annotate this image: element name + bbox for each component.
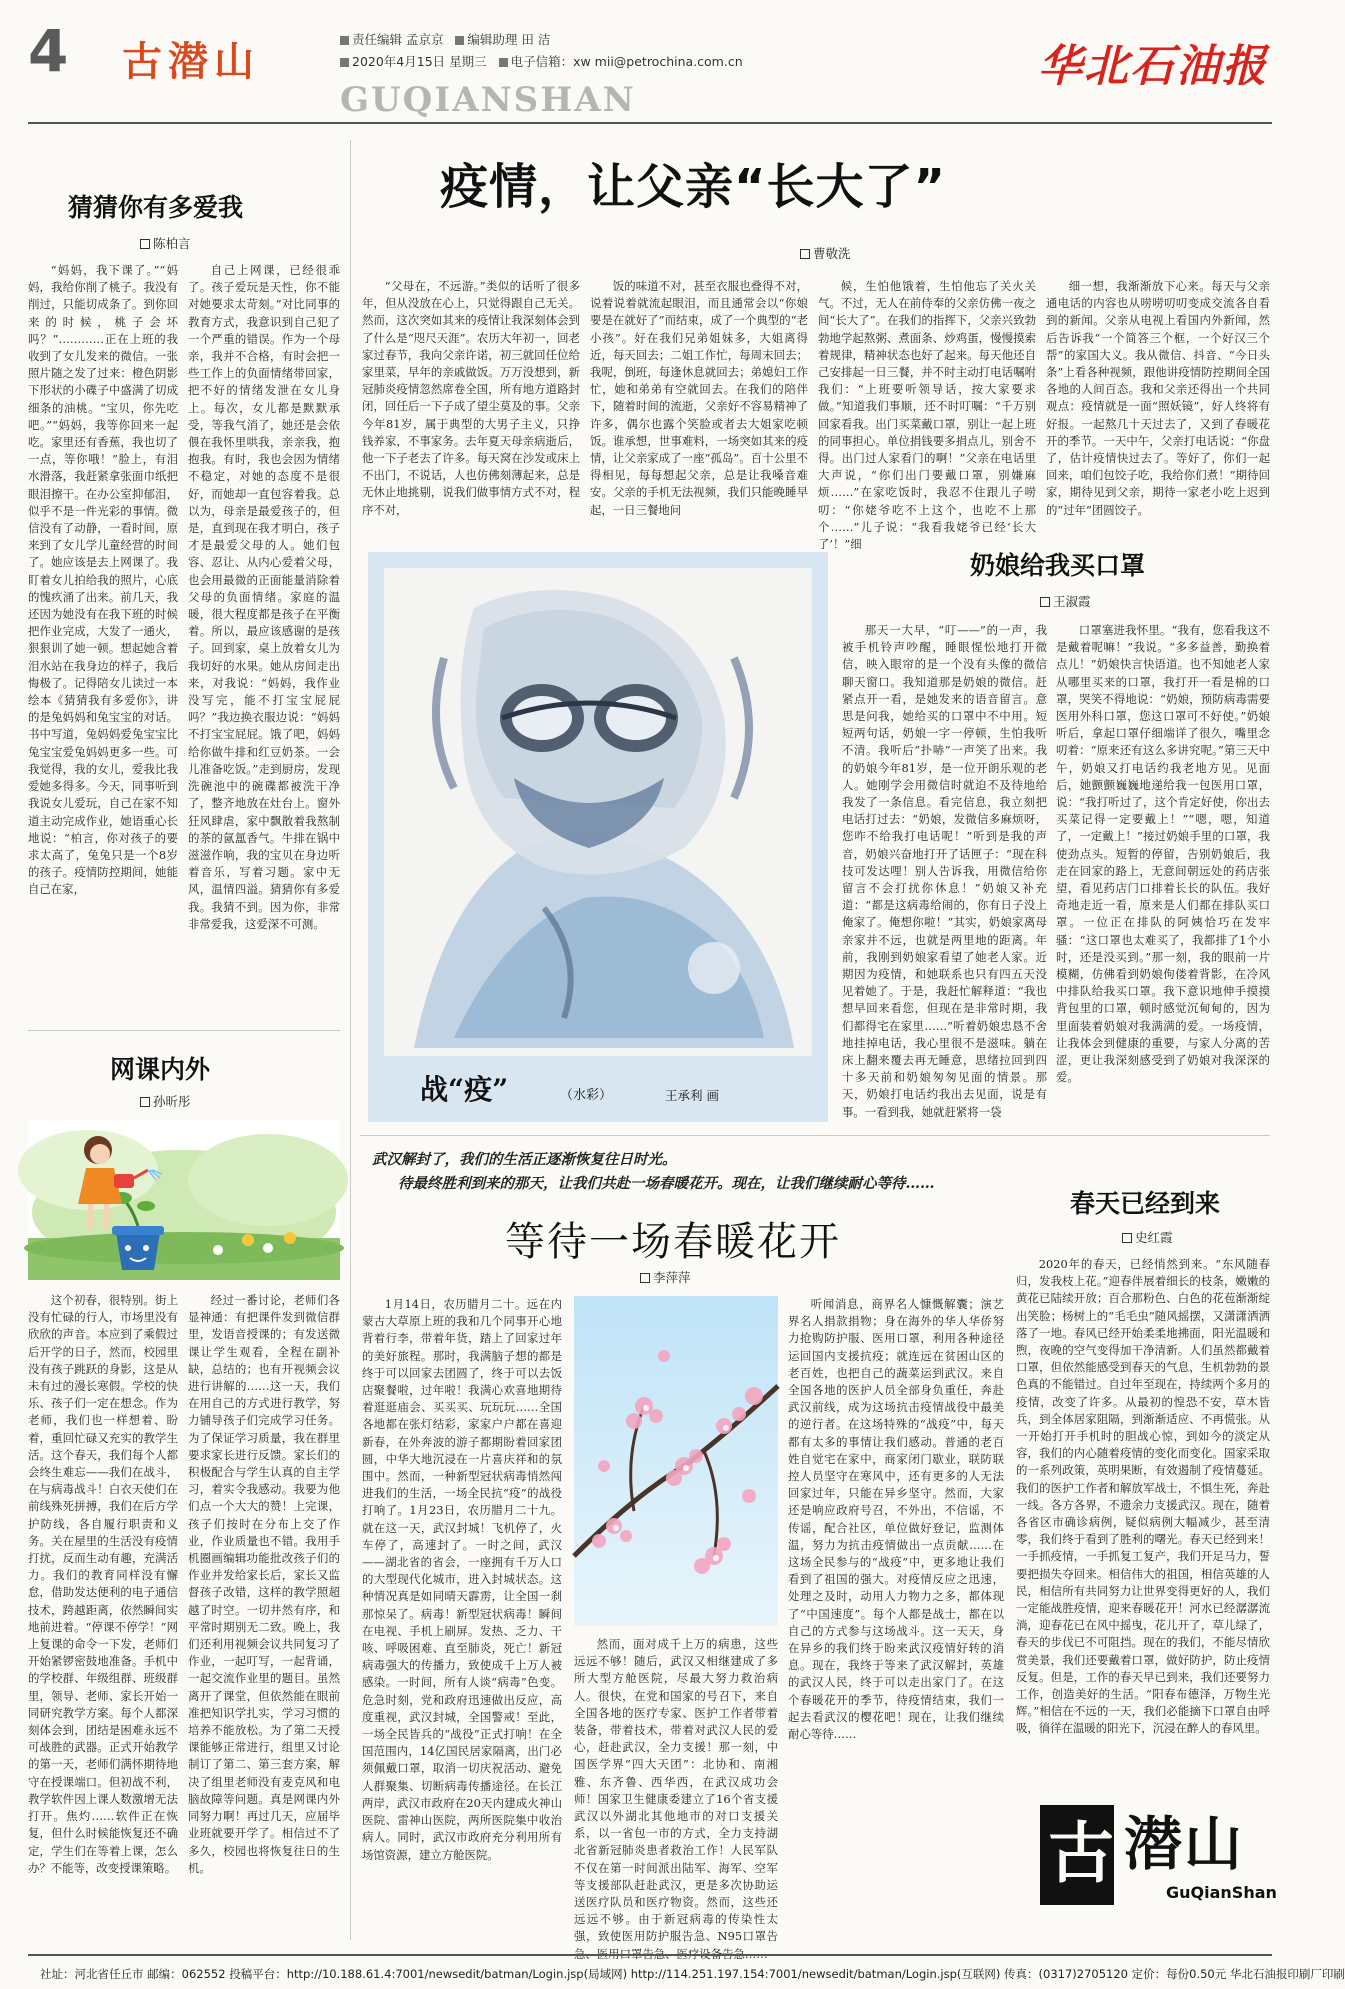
header-editor-line <box>340 30 550 48</box>
article-body-spring-flower-col3: 听闻消息，商界名人慷慨解囊；演艺界名人捐款捐物；身在海外的华人华侨努力抢购防护服、医用口罩，利用各种途径运回国内支援抗疫；就连远在贫困山区的老百姓，也把自己的蔬菜运到武汉。来自全国各地的医护人员全部身负重任，奔赴武汉前线，成为这场抗击疫情战役中最美的逆行者。在这场特殊的“战疫”中，每天都有太多的事情让我们感动。普通的老百姓自觉宅在家中，商家闭门歇业，联防联控人员坚守在寒风中，还有更多的人无法回家过年，只能在异乡坚守。然而，大家还是响应政府号召，不外出，不信谣，不传谣，配合社区，单位做好登记，监测体温，努力为抗击疫情做出一点贡献……在这场全民参与的“战疫”中，更多地让我们看到了祖国的强大。对疫情反应之迅速，处理之及时，动用人力物力之多，都体现了“中国速度”。每个人都是战士，都在以自己的方式参与这场战斗。这一天天，身在异乡的我们终于盼来武汉疫情好转的消息。现在，我终于等来了武汉解封，英雄的武汉人民，终于可以走出家门了。在这个春暖花开的季节，待疫情结束，我们一起去看武汉的樱花吧！现在，让我们继续耐心等待…… <box>788 1297 1004 1742</box>
author-father: 曹敬洗 <box>813 246 851 261</box>
logo-pinyin: GuQianShan <box>1166 1883 1277 1902</box>
newspaper-logo: 华北石油报 <box>1038 41 1268 92</box>
byline-box-icon <box>640 1273 650 1283</box>
painting-medium: （水彩） <box>560 1088 613 1103</box>
slogan-line-2: 待最终胜利到来的那天，让我们共赴一场春暖花开。现在，让我们继续耐心等待…… <box>398 1175 935 1192</box>
byline-mask <box>1040 592 1091 610</box>
editor: 责任编辑 孟京京 <box>352 32 444 47</box>
byline-father <box>800 244 851 262</box>
section-logo <box>1040 1805 1275 1910</box>
byline-spring-flower <box>640 1268 691 1286</box>
square-bullet-icon <box>340 36 349 45</box>
article-title-guess: 猜猜你有多爱我 <box>68 193 244 222</box>
article-title-spring-flower: 等待一场春暖花开 <box>505 1219 841 1265</box>
article-title-spring: 春天已经到来 <box>1070 1189 1221 1218</box>
article-body-spring-flower-col1: 1月14日，农历腊月二十。远在内蒙古大草原上班的我和几个同事开心地背着行李，带着年货，踏上了回家过年的美好旅程。那时，我满脑子想的都是终于可以回家去团圆了，终于可以去饭店聚餐啦，过年啦！我满心欢喜地期待着逛逛庙会、买买买、玩玩玩……全国各地都在张灯结彩，家家户户都在喜迎新春，在外奔波的游子都期盼着回家团圆，中华大地沉浸在一片喜庆祥和的氛围中。然而，一种新型冠状病毒悄然闯进我们的生活，一场全民抗“疫”的战役打响了。1月23日，农历腊月二十九。就在这一天，武汉封城！飞机停了，火车停了，高速封了。一时之间，武汉——湖北省的省会，一座拥有千万人口的大型现代化城市，进入封城状态。这种情况真是如同晴天霹雳，让全国一刹那惊呆了。病毒！新型冠状病毒！瞬间在电视、手机上刷屏。发热、乏力、干咳、呼吸困难、直至肺炎，死亡！新冠病毒强大的传播力，致使成千上万人被感染。一时间，所有人谈“病毒”色变。危急时刻，党和政府迅速做出反应，高度重视，武汉封城，全国警戒！至此，一场全民皆兵的“战役”正式打响！在全国范围内，14亿国民居家隔离，出门必须佩戴口罩，取消一切庆祝活动、避免人群聚集、切断病毒传播途径。在长江两岸，武汉市政府在20天内建成火神山医院、雷神山医院，两所医院集中收治病人。同时，武汉市政府充分利用所有场馆资源，建立方舱医院。 <box>362 1297 562 1862</box>
byline-online-class <box>140 1092 191 1110</box>
article-body-mask-col1: 那天一大早，“叮——”的一声，我被手机铃声吵醒，睡眼惺忪地打开微信，映入眼帘的是一个没有头像的微信聊天窗口。我知道那是奶娘的微信。赶紧点开一看，是她发来的语音留言。意思是问我，她给买的口罩中不中用。短短两句话，奶娘一字一停顿，生怕我听不清。我听后“扑哧”一声笑了出来。我的奶娘今年81岁，是一位开朗乐观的老人。她刚学会用微信时就迫不及待地给我发了一条信息。看完信息，我立刻把电话打过去：“奶娘，发微信多麻烦呀，您咋不给我打电话呢！”听到是我的声音，奶娘兴奋地打开了话匣子：“现在科技可发达哩！别人告诉我，用微信给你留言不会打扰你休息！”奶娘又补充道：“都是这病毒给闹的，你有日子没上俺家了。俺想你啦！”其实，奶娘家离母亲家并不远，也就是两里地的距离。年前，我刚到奶娘家看望了她老人家。近期因为疫情，和她联系也只有四五天没见着她了。于是，我赶忙解释道：“我也想早回来看您，但现在是非常时期，我们都得宅在家里……”听着奶娘忠恳不舍地挂掉电话，我心里很不是滋味。躺在床上翻来覆去再无睡意，思绪拉回到四十多天前和奶娘匆匆见面的情景。那天，奶娘打电话约我出去见面，说是有事。一看到我，她就赶紧将一袋 <box>842 623 1047 1119</box>
article-body-guess-col2: 自己上网课，已经很乖了。孩子爱玩是天性，你不能对她要求太苛刻。”对比同事的教育方式，我意识到自己犯了一个严重的错误。作为一个母亲，我并不合格，有时会把一些工作上的负面情绪带回家，把不好的情绪发泄在女儿身上。每次，女儿都是默默承受，等我气消了，她还是会依偎在我怀里哄我，亲亲我，抱抱我。有时，我也会因为情绪不稳定，对她的态度不是很好，而她却一直包容着我。总以为，母亲是最爱孩子的，但是，直到现在我才明白，孩子才是最爱父母的人。她们包容、忍让、从内心爱着父母，也会用最微的正面能量消除着父母的负面情绪。家庭的温暖，很大程度都是孩子在平衡着。所以，最应该感谢的是孩子。回到家，桌上放着女儿为我切好的水果。她从房间走出来，对我说：“妈妈，我作业没写完，能不打宝宝屁屁吗？”我边换衣服边说：“妈妈不打宝宝屁屁。饿了吧，妈妈给你做牛排和红豆奶茶。一会儿准备吃饭。”走到厨房，发现洗碗池中的碗碟都被洗干净了，整齐地放在灶台上。窗外狂风肆虐，家中飘散着我熬制的茶的氤氲香气。牛排在锅中滋滋作响，我的宝贝在身边听着音乐，写着习题。家中无风，温情四溢。猜猜你有多爱我。我猜不到。因为你，非常非常爱我，这爱深不可测。 <box>188 263 340 931</box>
painting-title: 战“疫” <box>420 1073 509 1106</box>
article-body-mask-col2: 口罩塞进我怀里。“我有，您看我这不是戴着呢嘛！”我说。“多多益善，勤换着点儿！”奶娘快言快语道。也不知她老人家从哪里买来的口罩，我打开一看是棉的口罩，哭笑不得地说：“奶娘，预防病毒需要医用外科口罩，您这口罩可不好使。”奶娘听后，拿起口罩仔细端详了很久，嘴里念叨着：“原来还有这么多讲究呢。”第三天中午，奶娘又打电话约我老地方见。见面后，她颤颤巍巍地递给我一包医用口罩，说：“我打听过了，这个肯定好使，你出去买菜记得一定要戴上！”“嗯，嗯，知道了，一定戴上！”接过奶娘手里的口罩，我使劲点头。短暂的停留，告别奶娘后，我走在回家的路上，无意间朝远处的药店张望，看见药店门口排着长长的队伍。我好奇地走近一看，原来是人们都在排队买口罩。一位正在排队的阿姨恰巧在发牢骚：“这口罩也太难买了，我都排了1个小时，还是没买到。”那一刻，我的眼前一片模糊，仿佛看到奶娘佝偻着背影，在冷风中排队给我买口罩。我下意识地伸手摸摸背包里的口罩，顿时感觉沉甸甸的，因为里面装着奶娘对我满满的爱。一场疫情，让我体会到健康的重要，与家人分离的苦涩，更让我深刻感受到了奶娘对我深深的爱。 <box>1056 623 1270 1085</box>
painting-image <box>384 568 812 1056</box>
section-title: 古潜山 <box>122 39 260 85</box>
issue-date: 2020年4月15日 星期三 <box>352 54 487 69</box>
article-title-mask: 奶娘给我买口罩 <box>970 551 1146 580</box>
article-body-father-col4: 细一想，我渐渐放下心来。每天与父亲通电话的内容也从唠唠叨叨变成交流各自看到的新闻。父亲从电视上看国内外新闻，然后告诉我“一个简答三个框，一个好汉三个帮”的家国大义。我从微信、抖音、“今日头条”上看各种视频，跟他讲疫情防控期间全国各地的人间百态。我和父亲还得出一个共同观点：疫情就是一面“照妖镜”，好人终将有好报。一起熬几十天过去了，又到了春暖花开的季节。一天中午，父亲打电话说：“你盘了，估计疫情快过去了。等好了，你们一起回来，咱们包饺子吃，我给你们煮！”期待回家，期待见到父亲，期待一家老小吃上迟到的“过年”团圆饺子。 <box>1046 279 1270 517</box>
article-body-father-col3: 候，生怕他饿着，生怕他忘了关火关气。不过，无人在前侍奉的父亲仿佛一夜之间“长大了”。在我们的指挥下，父亲兴致勃勃地学起熬粥、煮面条、炒鸡蛋，慢慢摸索着规律，精神状态也好了起来。每天他还自己安排起一日三餐，并不时主动打电话嘱咐我们：“上班要听领导话，按大家要求做。”知道我们事顺，还不时叮嘱：“千万别回家看我。出门买菜戴口罩，别让一起上班的同事担心。单位捐钱要多捐点儿，别舍不得。出门过人家看门的啊！”父亲在电话里大声说，“你们出门要戴口罩，别嫌麻烦……”在家吃饭时，我忍不住跟儿子唠叨：“你姥爷吃不上这个，也吃不上那个……”儿子说：“我看我姥爷已经‘长大了’！”细 <box>818 279 1036 552</box>
byline-box-icon <box>1122 1233 1132 1243</box>
article-body-guess-col1: “妈妈，我下课了。”“妈妈，我给你削了桃子。我没有削过，只能切成条了。到你回来的时候，桃子会坏吗？”…………正在上班的我收到了女儿发来的微信。一张照片随之发了过来：橙色阴影下形状的小碟子中盛满了切成细条的油桃。“宝贝，你先吃吧。”“妈妈，我等你回来一起吃。家里还有香蕉，我也切了一点，等你哦！”脸上，有泪水滑落，我赶紧拿张面巾纸把眼泪擦干。在办公室抑郁泪，似乎不是一件光彩的事情。微信没有了动静，一看时间，原来到了女儿学儿童经营的时间了。她应该是去上网课了。我盯着女儿拍给我的照片，心底的愧疚涌了出来。前几天，我还因为她没有在我下班的时候把作业完成，大发了一通火，狠狠训了她一顿。想起她含着泪水站在我身边的样子，我后悔极了。记得陪女儿读过一本绘本《猜猜我有多爱你》，讲的是兔妈妈和兔宝宝的对话。书中写道，兔妈妈爱兔宝宝比兔宝宝爱兔妈妈更多一些。可我觉得，我的女儿，爱我比我爱她多得多。今天，同事听到我说女儿爱玩，自己在家不知道主动完成作业，她语重心长地说：“柏言，你对孩子的要求太高了，兔兔只是一个8岁的孩子。疫情防控期间，她能自己在家， <box>28 263 178 897</box>
author-spring: 史红霞 <box>1135 1230 1173 1245</box>
contact-email: 电子信箱：xw mii@petrochina.com.cn <box>510 54 743 69</box>
article-body-spring: 2020年的春天，已经悄然到来。“东风随春归，发我枝上花。”迎春伴展着细长的枝条，嫩嫩的黄花已陆续开放；百合那粉色、白色的花苞渐渐绽出笑脸；杨树上的“毛毛虫”随风摇摆，又潇潇洒洒落了一地。春风已经开始柔柔地拂面，阳光温暖和煦，夜晚的空气变得加干净清新。人们虽然都戴着口罩，但依然能感受到春天的气息，生机勃勃的景色真的不能错过。自过年至现在，持续两个多月的疫情，改变了许多。从最初的惶恐不安，草木皆兵，到全体居家阻隔，到渐渐适应、不再慌张。从一开始打开手机时的胆战心惊，到如今的淡定从容，我们的内心随着疫情的变化而变化。国家采取的一系列政策，英明果断，有效遏制了疫情蔓延。我们的医护工作者和解放军战士，不惧生死，奔赴一线。各方各界，不遗余力支援武汉。现在，随着各省区市确诊病例，疑似病例大幅减少，甚至清零，我们终于看到了胜利的曙光。春天已经到来！一手抓疫情，一手抓复工复产，我们开足马力，誓要把损失夺回来。相信伟大的祖国，相信英雄的人民，相信所有共同努力让世界变得更好的人，我们一定能战胜疫情，迎来春暖花开！河水已经潺潺流淌，迎春花已在风中摇曳，花儿开了，草儿绿了，春天的步伐已不可阻挡。现在的我们，不能尽情欣赏美景，我们还要戴着口罩，做好防护，防止疫情反复。但是，工作的春天早已到来，我们还要努力工作，创造美好的生活。“阳春布德泽，万物生光辉。”相信在不远的一天，我们必能摘下口罩自由呼吸，徜徉在温暖的阳光下，沉浸在醉人的春风里。 <box>1016 1257 1270 1736</box>
byline-spring <box>1122 1228 1173 1246</box>
author-guess: 陈柏言 <box>153 236 191 251</box>
author-mask: 王淑霞 <box>1053 594 1091 609</box>
byline-box-icon <box>1040 597 1050 607</box>
cherry-blossom-photo <box>574 1296 778 1626</box>
page-number: 4 <box>28 17 69 85</box>
painting-artist: 王承利 画 <box>665 1088 719 1103</box>
left-column-divider <box>350 140 351 1940</box>
square-bullet-icon <box>340 58 349 67</box>
article-body-father-col1: “父母在，不远游。”类似的话听了很多年，但从没放在心上，只觉得跟自己无关。然而，这次突如其来的疫情让我深刻体会到了什么是“咫尺天涯”。农历大年初一，回老家过春节，我向父亲许诺，初三就回任位给家里菜，早年的亲戚做饭。万万没想到，新冠肺炎疫情忽然席卷全国，所有地方道路封闭，回任后一下子成了望尘莫及的事。父亲今年81岁，属于典型的大男子主义，只挣钱养家，不事家务。去年夏天母亲病逝后，他一下子老去了许多。每天窝在沙发或床上不出门，不说话，人也仿佛刻薄起来，总是无休止地挑剔，说我们做事情方式不对，程序不对， <box>362 279 580 517</box>
byline-box-icon <box>140 239 150 249</box>
header-date-line <box>340 52 743 70</box>
byline-guess <box>140 234 191 252</box>
article-title-online-class: 网课内外 <box>110 1055 211 1084</box>
header-divider <box>28 122 1272 124</box>
square-bullet-icon <box>455 36 464 45</box>
article-title-father: 疫情，让父亲“长大了” <box>440 159 947 215</box>
author-online-class: 孙昕彤 <box>153 1094 191 1109</box>
online-class-illustration <box>28 1120 340 1280</box>
cherry-blossom-image <box>574 1296 778 1626</box>
logo-chars-2: 潜山 <box>1124 1810 1245 1878</box>
logo-char-1: 古 <box>1048 1814 1114 1892</box>
square-bullet-icon <box>499 58 508 67</box>
article-body-online-class-col1: 这个初春，很特别。街上没有忙碌的行人，市场里没有欣欣的声音。本应到了乘假过后开学的日子，然而，校园里没有孩子跳跃的身影，这是从未有过的漫长寒假。学校的快乐、孩子们一定在想念。作为老师，我们也一样想着、盼着，重回忙碌又充实的教学生活。这个春天，我们每个人都会终生难忘——我们在战斗，在与病毒战斗！白衣天使们在前线殊死拼搏，我们在后方学护防线，各自履行职责和义务。关在屋里的生活没有疫情打扰，反而生动有趣，充满活力。我们的教育同样没有懈怠，借助发达便利的电子通信技术，跨越距离，依然瞬间实地前进着。“停课不停学！”网上复课的命令一下发，老师们开始紧锣密鼓地准备。手机中的学校群、年级组群、班级群里，领导、老师、家长开始一同研究教学方案。每个人都深刻体会到，团结是困难永远不可战胜的武器。正式开始教学的第一天，老师们满怀期待地守在授课端口。但初战不利，教学软件因上课人数激增无法打开。焦灼……软件正在恢复，但什么时候能恢复还不确定，学生们在等着上课，怎么办？不能等，改变授课策略。 <box>28 1293 178 1875</box>
slogan-line-1: 武汉解封了，我们的生活正逐渐恢复往日时光。 <box>372 1151 677 1168</box>
byline-box-icon <box>140 1097 150 1107</box>
footer-divider <box>28 1954 1272 1956</box>
section-pinyin: GUQIANSHAN <box>340 80 636 120</box>
middle-article-divider <box>360 1135 1270 1136</box>
left-article-divider <box>28 1030 340 1031</box>
article-body-spring-flower-col2: 然而，面对成千上万的病患，这些远远不够！随后，武汉又相继建成了多所大型方舱医院，尽最大努力救治病人。很快，在党和国家的号召下，来自全国各地的医疗专家、医护工作者带着装备，带着技术，带着对武汉人民的爱心，赶赴武汉，全力支援！那一刻，中国医学界“四大天团”：北协和、南湘雅、东齐鲁、西华西，在武汉成功会师！国家卫生健康委建立了16个省支援武汉以外湖北其他地市的对口支援关系，以一省包一市的方式，全力支持湖北省新冠肺炎患者救治工作！人民军队不仅在第一时间派出陆军、海军、空军等支援部队赶赴武汉，更是多次协助运送医疗队员和医疗物资。然而，这些还远远不够。由于新冠病毒的传染性太强，致使医用防护服告急、N95口罩告 <box>574 1637 778 1944</box>
watercolor-medic-painting <box>384 568 812 1056</box>
footer-info: 社址：河北省任丘市 邮编：062552 投稿平台：http://10.188.61.4:7001/newsedit/batman/Login.jsp(局域网) http://114.251.197.154:7001/newsedit/batman/Login.jsp(互联网) 传真：(0317)2705120 定价：每份0.50元 华北石油报印刷厂印刷 <box>40 1967 1345 1981</box>
byline-box-icon <box>800 249 810 259</box>
author-spring-flower: 李萍萍 <box>653 1270 691 1285</box>
assistant-editor: 编辑助理 田 洁 <box>467 32 551 47</box>
girl-watering-illustration <box>28 1120 340 1280</box>
article-body-online-class-col2: 经过一番讨论，老师们各显神通：有把课件发到微信群里，发语音授课的；有发送微课让学生观看，全程在副补缺，总结的；也有开视频会议进行讲解的……这一天，我们在用自己的方式进行教学，努力铺导孩子们完成学习任务。为了保证学习质量，我在群里要求家长进行反馈。家长们的积极配合与学生认真的自主学习，着实令我感动。我要为他们点一个大大的赞！上完课，孩子们按时在分布上交了作业，作业质量也不错。我用手机圈画编辑功能批改孩子们的作业并发给家长后，家长又监督孩子改错，这样的教学照超越了时空。一切井然有序，和平常时期别无二致。晚上，我们还利用视频会议共同复习了作业，一起叮写，一起背诵，一起交流作业里的题目。虽然离开了课堂，但依然能在眼前准把知识学扎实，学习习惯的培养不能放松。为了第二天授课能够正常进行，组里又讨论制订了第二、第三套方案，解决了组里老师没有麦克风和电脑故障等问题。真是网课内外同努力啊！再过几天，应届毕业班就要开学了。相信过不了多久，校园也将恢复往日的生机。 <box>188 1293 340 1875</box>
article-body-father-col2: 饭的味道不对，甚至衣服也叠得不对，说着说着就流起眼泪，而且通常会以“你娘要是在就好了”而结束，成了一个典型的“老小孩”。好在我们兄弟姐妹多，大姐离得近，每天回去；二姐工作忙，每周末回去；我呢，倒班，每逢休息就回去；弟媳妇工作忙，她和弟弟有空就回去。在我们的陪伴下，随着时间的流逝，父亲好不容易精神了许多，偶尔也露个笑脸或者去大姐家吃顿饭。谁承想，世事难料，一场突如其来的疫情，让父亲家成了一座“孤岛”。百十公里不得相见，每每想起父亲，总是让我嗓音难安。父亲的手机无法视频，我们只能晚睡早起，一日三餐地问 <box>590 279 808 517</box>
